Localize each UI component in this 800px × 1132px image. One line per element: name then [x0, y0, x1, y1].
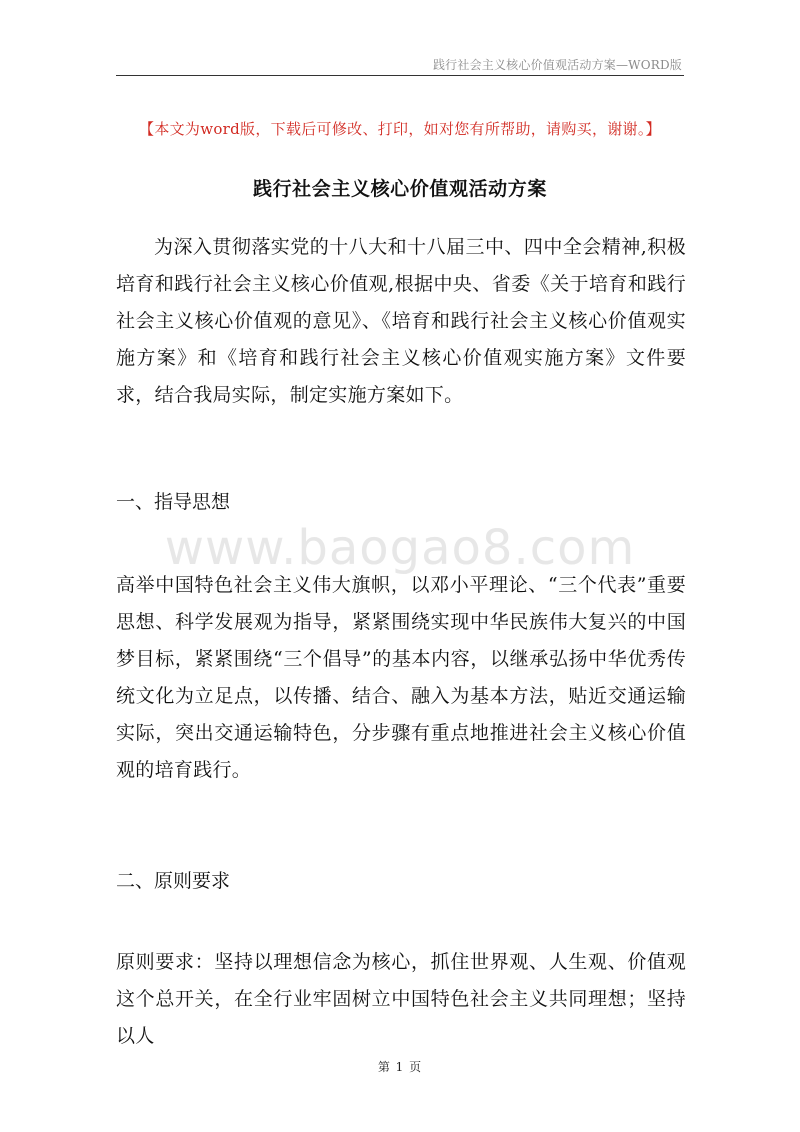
page-number: 第 1 页	[377, 1060, 423, 1074]
guiding-ideology-paragraph: 高举中国特色社会主义伟大旗帜，以邓小平理论、“三个代表”重要思想、科学发展观为指导，紧紧围绕实现中华民族伟大复兴的中国梦目标，紧紧围绕“三个倡导”的基本内容，以继承弘扬中华优秀传统文化为立足点，以传播、结合、融入为基本方法，贴近交通运输实际，突出交通运输特色，分步骤有重点地推进社会主义核心价值观的培育践行。	[116, 574, 686, 781]
section-heading-principles: 二、原则要求	[116, 870, 231, 892]
section-heading-guiding-ideology: 一、指导思想	[116, 491, 231, 513]
header-divider	[116, 75, 684, 76]
purchase-notice: 【本文为word版，下载后可修改、打印，如对您有所帮助，请购买，谢谢。】	[139, 120, 661, 138]
watermark: www.baogao8.com	[164, 520, 636, 576]
document-title: 践行社会主义核心价值观活动方案	[252, 178, 547, 200]
intro-paragraph: 为深入贯彻落实党的十八大和十八届三中、四中全会精神,积极培育和践行社会主义核心价值观,根据中央、省委《关于培育和践行社会主义核心价值观的意见》、《培育和践行社会主义核心价值观实施方案》和《培育和践行社会主义核心价值观实施方案》文件要求，结合我局实际，制定实施方案如下。	[116, 236, 686, 406]
principles-paragraph: 原则要求：坚持以理想信念为核心，抓住世界观、人生观、价值观这个总开关，在全行业牢固树立中国特色社会主义共同理想；坚持以人	[116, 951, 686, 1047]
running-header: 践行社会主义核心价值观活动方案—WORD版	[432, 58, 682, 72]
